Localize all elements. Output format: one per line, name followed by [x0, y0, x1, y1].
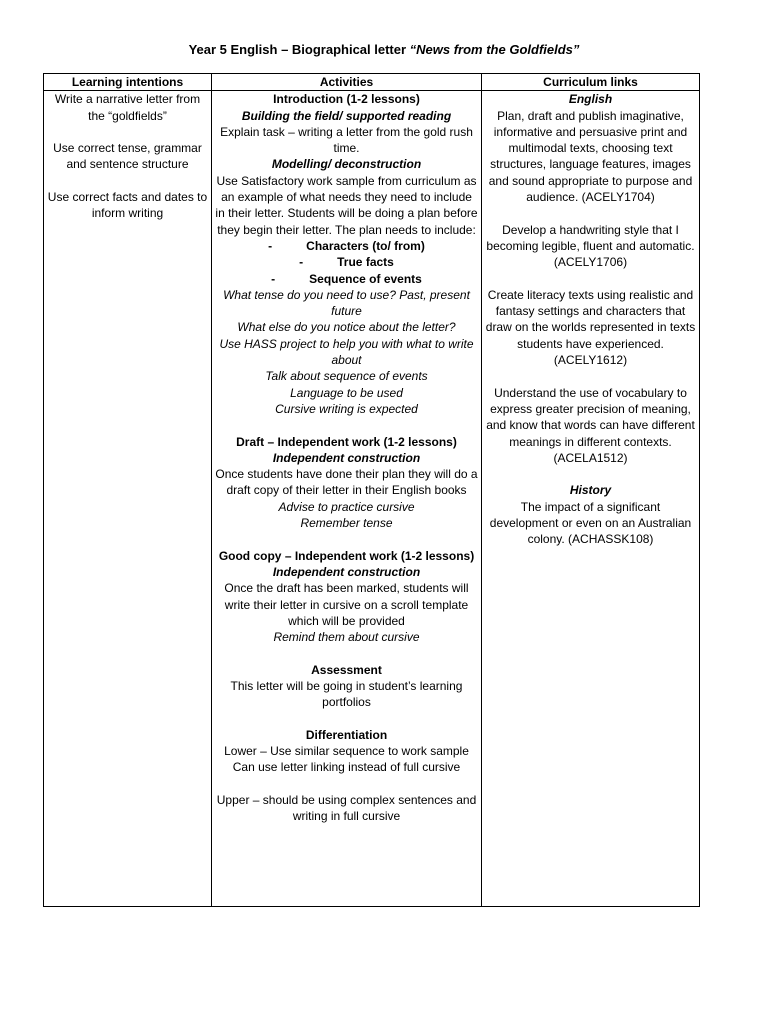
intention-2: Use correct tense, grammar and sentence structure	[53, 141, 202, 172]
plan-item-3: - Sequence of events	[271, 271, 422, 286]
good-copy-note: Remind them about cursive	[273, 630, 420, 645]
lesson-plan-table	[43, 73, 700, 907]
question-2: What else do you notice about the letter?	[237, 320, 456, 335]
draft-heading: Draft – Independent work (1-2 lessons)	[236, 434, 457, 449]
differentiation-lower-2: Can use letter linking instead of full cursive	[232, 760, 461, 775]
good-copy-heading: Good copy – Independent work (1-2 lessons)	[218, 548, 475, 563]
english-heading: English	[568, 92, 613, 107]
differentiation-lower: Lower – Use similar sequence to work sample	[224, 744, 469, 759]
modelling-heading: Modelling/ deconstruction	[271, 157, 422, 172]
activities-cell	[212, 91, 482, 907]
question-5: Language to be used	[290, 385, 403, 400]
content-row	[44, 91, 700, 907]
curriculum-item-4: Understand the use of vocabulary to express greater precision of meaning, and know that words can have different meanings in different contexts. (ACELA1512)	[486, 385, 695, 465]
history-item: The impact of a significant development or even on an Australian colony. (ACHASSK108)	[489, 499, 692, 547]
header-row	[44, 74, 700, 91]
header-curriculum-links: Curriculum links	[482, 74, 700, 91]
modelling-text: Use Satisfactory work sample from curriculum as an example of what needs they need to include in their letter. Students will be doing a plan before they begin their letter. The plan needs to include:	[215, 173, 478, 237]
title-main: Year 5 English – Biographical letter	[188, 42, 410, 57]
document-title	[0, 42, 768, 57]
intention-3: Use correct facts and dates to inform writing	[47, 190, 208, 221]
intro-heading: Introduction (1-2 lessons)	[273, 92, 420, 107]
curriculum-item-3: Create literacy texts using realistic and fantasy settings and characters that draw on the worlds represented in texts students have experienced. (ACELY1612)	[485, 287, 696, 368]
intention-1: Write a narrative letter from the “goldfields”	[54, 92, 201, 123]
differentiation-heading: Differentiation	[305, 727, 388, 742]
draft-text: Once students have done their plan they will do a draft copy of their letter in their English books	[215, 467, 478, 498]
assessment-text: This letter will be going in student’s learning portfolios	[230, 678, 463, 710]
differentiation-upper: Upper – should be using complex sentences and writing in full cursive	[216, 793, 477, 824]
question-1: What tense do you need to use? Past, present future	[223, 287, 470, 319]
header-activities: Activities	[212, 74, 482, 91]
draft-note-1: Advise to practice cursive	[278, 499, 415, 514]
history-heading: History	[569, 483, 612, 498]
draft-sub: Independent construction	[272, 450, 421, 465]
building-heading: Building the field/ supported reading	[241, 108, 452, 123]
curriculum-item-2: Develop a handwriting style that I becoming legible, fluent and automatic. (ACELY1706)	[486, 222, 695, 270]
plan-item-1: - Characters (to/ from)	[268, 238, 425, 253]
plan-item-2: - True facts	[299, 255, 394, 270]
title-italic: “News from the Goldfields”	[409, 42, 580, 57]
assessment-heading: Assessment	[311, 662, 382, 677]
question-6: Cursive writing is expected	[275, 401, 418, 416]
header-learning-intentions: Learning intentions	[44, 74, 212, 91]
explain-task: Explain task – writing a letter from the gold rush time.	[220, 124, 473, 156]
question-4: Talk about sequence of events	[265, 369, 428, 384]
good-copy-sub: Independent construction	[272, 564, 421, 579]
curriculum-item-1: Plan, draft and publish imaginative, informative and persuasive print and multimodal texts, choosing text structures, language features, images and sound appropriate to purpose and audience. (ACELY1704)	[488, 108, 693, 205]
learning-intentions-cell	[44, 91, 212, 907]
curriculum-links-cell	[482, 91, 700, 907]
good-copy-text: Once the draft has been marked, students will write their letter in cursive on a scroll template which will be provided	[224, 581, 469, 628]
question-3: Use HASS project to help you with what to write about	[219, 336, 474, 368]
draft-note-2: Remember tense	[300, 516, 393, 531]
